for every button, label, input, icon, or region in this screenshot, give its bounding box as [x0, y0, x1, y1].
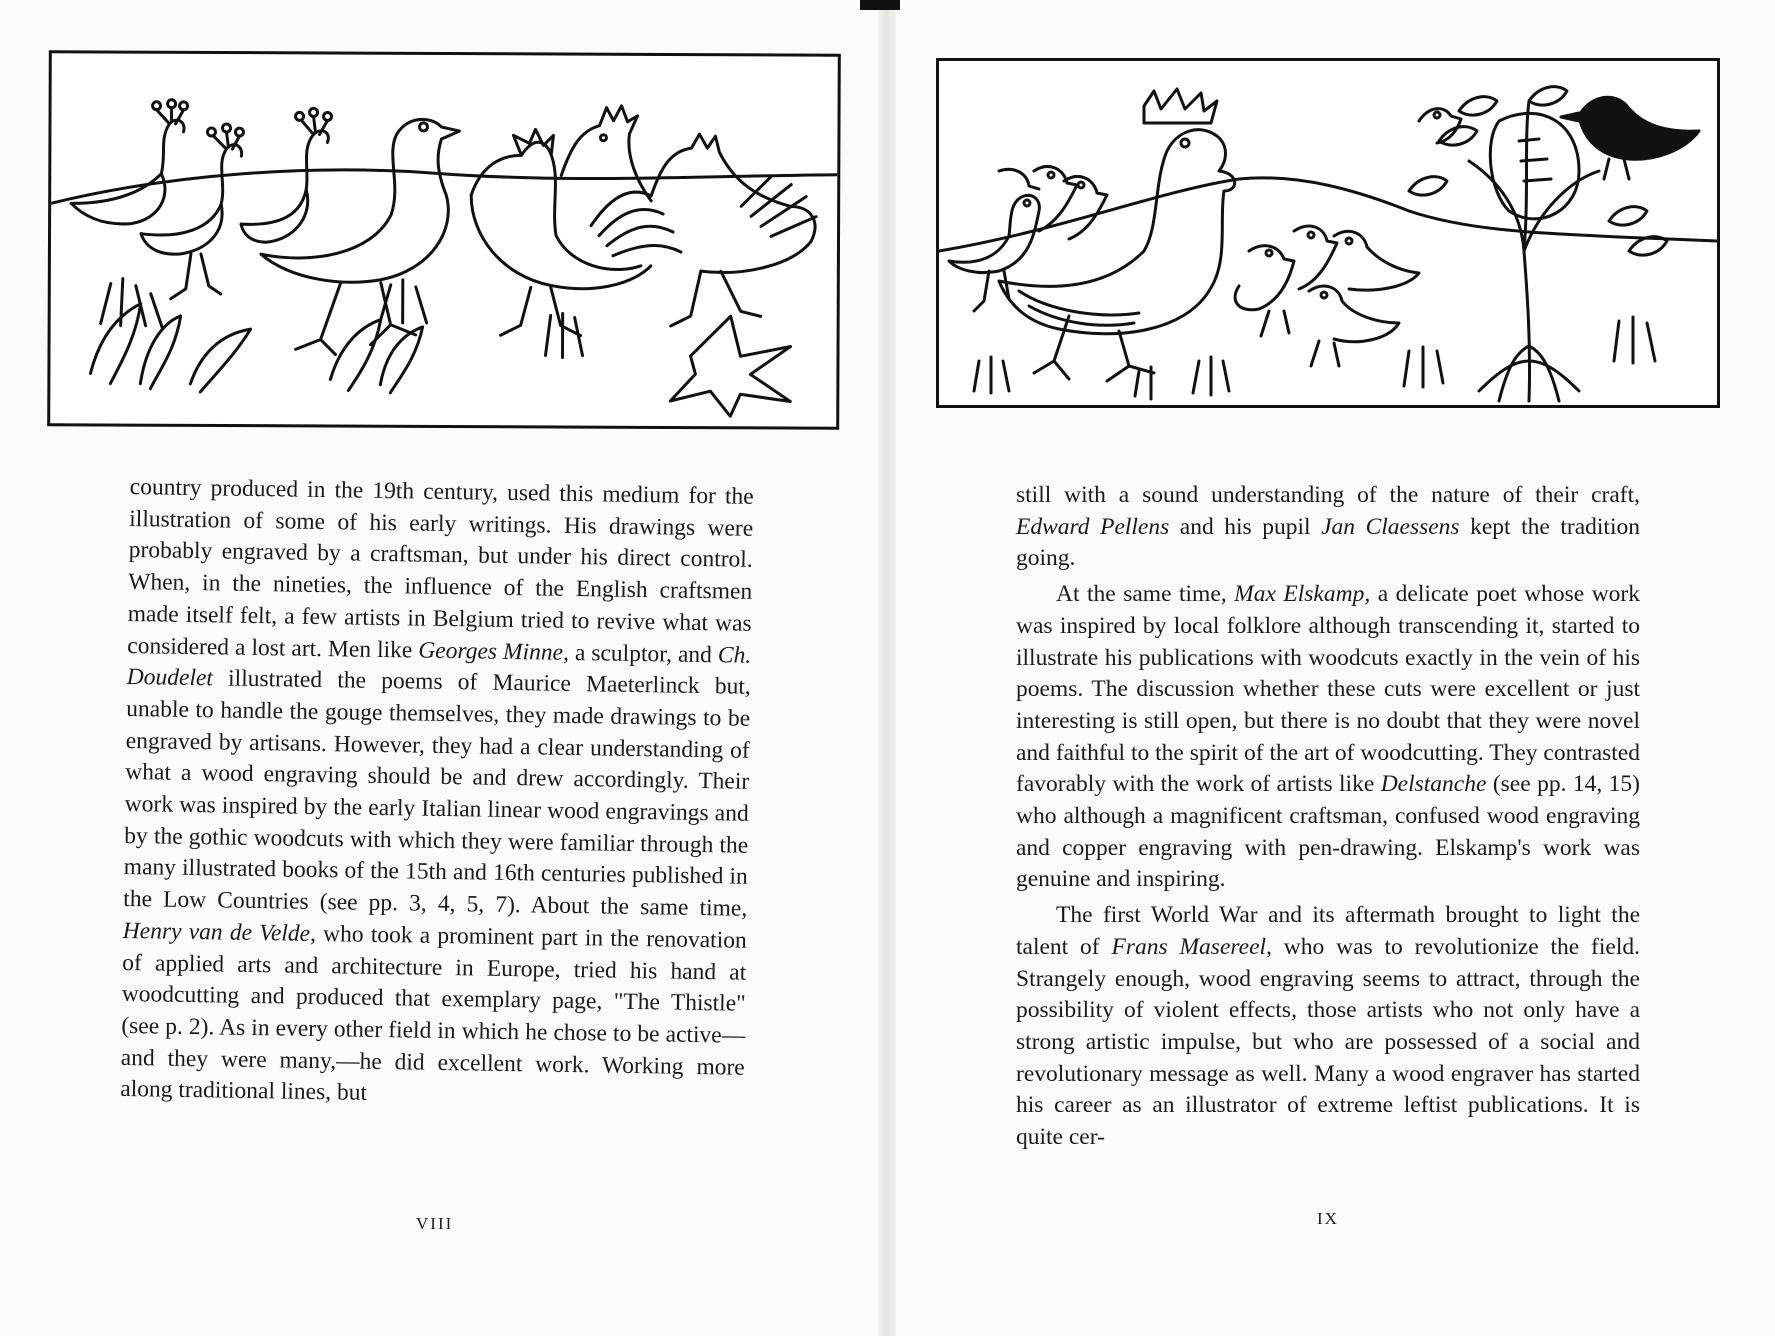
right-page	[896, 0, 1775, 1336]
page-number: VIII	[416, 1214, 454, 1233]
woodcut-birds-illustration	[50, 53, 838, 426]
book-gutter	[878, 0, 896, 1336]
right-paragraph-3: The first World War and its aftermath brought to light the talent of Frans Masereel, who was to revolutionize the field. Strangely enough, wood engraving seems to attract, through the possibility of violent effects, those artists who not only have a strong artistic impulse, but who are possessed of a social and revolutionary message as well. Many a wood engraver has started his career as an illustrator of extreme leftist publications. It is quite cer-	[1016, 902, 1640, 1151]
right-page-body-text	[1016, 480, 1640, 1154]
italic-name: Edward Pellens	[1016, 513, 1170, 540]
woodcut-birds-peacocks-roosters	[47, 50, 841, 429]
right-paragraph-1: still with a sound understanding of the nature of their craft, Edward Pellens and his pupil Jan Claessens kept the tradition going.	[1016, 482, 1640, 572]
italic-name: Ch. Doudelet	[126, 641, 752, 692]
italic-name: Henry van de Velde,	[122, 917, 317, 947]
left-paragraph-1: country produced in the 19th century, used this medium for the illustration of some of his early writings. His drawings were probably engraved by a craftsman, but under his direct control. When, in the nineties, the influence of the English craftsmen made itself felt, a few artists in Belgium tried to revive what was considered a lost art. Men like Georges Minne, a sculptor, and Ch. Doudelet illustrated the poems of Maurice Maeterlinck but, unable to handle the gouge themselves, they made drawings to be engraved by artisans. However, they had a clear understanding of what a wood engraving should be and drew accordingly. Their work was inspired by the early Italian linear wood engravings and by the gothic woodcuts with which they were familiar through the many illustrated books of the 15th and 16th centuries published in the Low Countries (see pp. 3, 4, 5, 7). About the same time, Henry van de Velde, who took a prominent part in the renovation of applied arts and architecture in Europe, tried his hand at woodcutting and produced that exemplary page, "The Thistle" (see p. 2). As in every other field in which he chose to be active—and they were many,—he did excellent work. Working more along traditional lines, but	[120, 473, 754, 1107]
right-paragraph-2: At the same time, Max Elskamp, a delicate poet whose work was inspired by local folklore although transcending it, started to illustrate his publications with woodcuts exactly in the vein of his poems. The discussion whether these cuts were excellent or just interesting is still open, but there is no doubt that they were novel and faithful to the spirit of the art of woodcutting. They contrasted favorably with the work of artists like Delstanche (see pp. 14, 15) who although a magnificent craftsman, confused wood engraving and copper engraving with pen-drawing. Elskamp's work was genuine and inspiring.	[1016, 581, 1640, 893]
italic-name: Jan Claessens	[1321, 513, 1460, 540]
left-page	[0, 0, 878, 1336]
woodcut-crowned-bird-tree	[936, 58, 1720, 408]
woodcut-crowned-bird-illustration	[939, 61, 1717, 405]
italic-name: Frans Masereel,	[1111, 933, 1272, 960]
italic-name: Georges Minne,	[418, 637, 570, 666]
italic-name: Delstanche	[1380, 771, 1487, 798]
italic-name: Max Elskamp,	[1234, 581, 1371, 608]
page-number: IX	[1317, 1209, 1339, 1228]
left-page-body-text	[120, 472, 754, 1116]
